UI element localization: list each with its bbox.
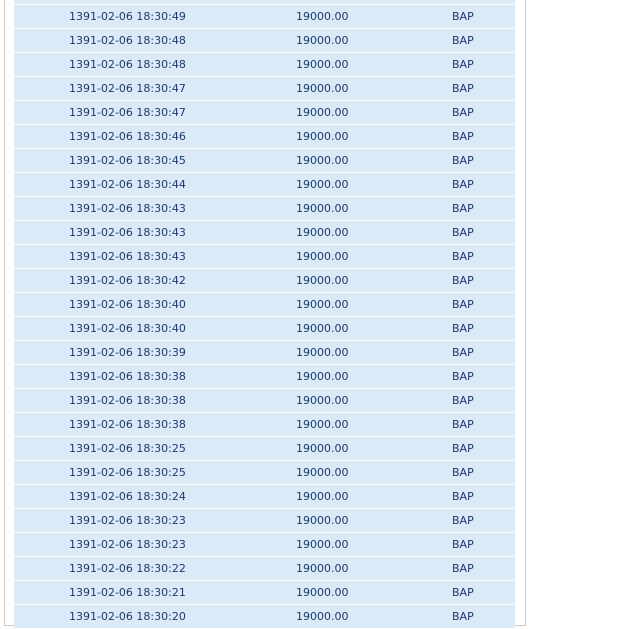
time-cell: 1391-02-06 18:30:23	[69, 514, 186, 527]
amount-cell: 19000.00	[296, 490, 349, 503]
table-row[interactable]	[14, 485, 515, 508]
table-row[interactable]	[14, 173, 515, 196]
time-cell: 1391-02-06 18:30:20	[69, 610, 186, 623]
time-cell: 1391-02-06 18:30:49	[69, 10, 186, 23]
code-cell: BAP	[452, 394, 474, 407]
amount-cell	[296, 0, 349, 4]
amount-cell: 19000.00	[296, 394, 349, 407]
amount-cell: 19000.00	[296, 322, 349, 335]
code-cell: BAP	[452, 514, 474, 527]
code-cell: BAP	[452, 418, 474, 431]
code-cell: BAP	[452, 58, 474, 71]
table-row[interactable]	[14, 197, 515, 220]
time-cell: 1391-02-06 18:30:25	[69, 466, 186, 479]
time-cell: 1391-02-06 18:30:24	[69, 490, 186, 503]
amount-cell: 19000.00	[296, 538, 349, 551]
time-cell: 1391-02-06 18:30:39	[69, 346, 186, 359]
table-row[interactable]	[14, 245, 515, 268]
amount-cell: 19000.00	[296, 466, 349, 479]
amount-cell: 19000.00	[296, 442, 349, 455]
code-cell: BAP	[452, 250, 474, 263]
table-row[interactable]	[14, 269, 515, 292]
table-row[interactable]	[14, 125, 515, 148]
code-cell: BAP	[452, 562, 474, 575]
code-cell: BAP	[452, 154, 474, 167]
code-cell: BAP	[452, 346, 474, 359]
time-cell: 1391-02-06 18:30:48	[69, 58, 186, 71]
code-cell: BAP	[452, 274, 474, 287]
table-row[interactable]	[14, 365, 515, 388]
time-cell: 1391-02-06 18:30:45	[69, 154, 186, 167]
time-cell: 1391-02-06 18:30:46	[69, 130, 186, 143]
amount-cell: 19000.00	[296, 178, 349, 191]
table-row[interactable]	[14, 533, 515, 556]
amount-cell: 19000.00	[296, 226, 349, 239]
code-cell: BAP	[452, 178, 474, 191]
time-cell: 1391-02-06 18:30:40	[69, 298, 186, 311]
time-cell: 1391-02-06 18:30:44	[69, 178, 186, 191]
table-row[interactable]	[14, 29, 515, 52]
code-cell: BAP	[452, 202, 474, 215]
amount-cell: 19000.00	[296, 514, 349, 527]
table-row[interactable]	[14, 581, 515, 604]
time-cell: 1391-02-06 18:30:23	[69, 538, 186, 551]
amount-cell: 19000.00	[296, 274, 349, 287]
time-cell: 1391-02-06 18:30:43	[69, 250, 186, 263]
amount-cell: 19000.00	[296, 562, 349, 575]
code-cell: BAP	[452, 34, 474, 47]
code-cell: BAP	[452, 610, 474, 623]
amount-cell: 19000.00	[296, 10, 349, 23]
time-cell: 1391-02-06 18:30:22	[69, 562, 186, 575]
code-cell: BAP	[452, 130, 474, 143]
amount-cell: 19000.00	[296, 58, 349, 71]
amount-cell: 19000.00	[296, 202, 349, 215]
table-row[interactable]	[14, 0, 515, 4]
code-cell: BAP	[452, 82, 474, 95]
time-cell: 1391-02-06 18:30:43	[69, 202, 186, 215]
amount-cell: 19000.00	[296, 298, 349, 311]
table-row[interactable]	[14, 557, 515, 580]
time-cell: 1391-02-06 18:30:43	[69, 226, 186, 239]
time-cell: 1391-02-06 18:30:25	[69, 442, 186, 455]
amount-cell: 19000.00	[296, 610, 349, 623]
amount-cell: 19000.00	[296, 82, 349, 95]
time-cell	[69, 0, 186, 4]
amount-cell: 19000.00	[296, 250, 349, 263]
table-row[interactable]	[14, 461, 515, 484]
code-cell: BAP	[452, 466, 474, 479]
table-row[interactable]	[14, 77, 515, 100]
amount-cell: 19000.00	[296, 586, 349, 599]
time-cell: 1391-02-06 18:30:21	[69, 586, 186, 599]
table-row[interactable]	[14, 221, 515, 244]
table-row[interactable]	[14, 293, 515, 316]
table-row[interactable]	[14, 605, 515, 628]
code-cell: BAP	[452, 322, 474, 335]
time-cell: 1391-02-06 18:30:47	[69, 82, 186, 95]
table-row[interactable]	[14, 437, 515, 460]
time-cell: 1391-02-06 18:30:38	[69, 394, 186, 407]
amount-cell: 19000.00	[296, 370, 349, 383]
time-cell: 1391-02-06 18:30:48	[69, 34, 186, 47]
table-row[interactable]	[14, 53, 515, 76]
table-row[interactable]	[14, 5, 515, 28]
table-row[interactable]	[14, 413, 515, 436]
table-row[interactable]	[14, 509, 515, 532]
amount-cell: 19000.00	[296, 418, 349, 431]
amount-cell: 19000.00	[296, 346, 349, 359]
table-row[interactable]	[14, 101, 515, 124]
code-cell: BAP	[452, 442, 474, 455]
table-row[interactable]	[14, 317, 515, 340]
code-cell: BAP	[452, 490, 474, 503]
amount-cell: 19000.00	[296, 130, 349, 143]
transactions-table	[14, 0, 515, 629]
code-cell: BAP	[452, 586, 474, 599]
amount-cell: 19000.00	[296, 106, 349, 119]
code-cell: BAP	[452, 538, 474, 551]
code-cell: BAP	[452, 226, 474, 239]
code-cell	[452, 0, 474, 4]
code-cell: BAP	[452, 106, 474, 119]
time-cell: 1391-02-06 18:30:38	[69, 418, 186, 431]
time-cell: 1391-02-06 18:30:47	[69, 106, 186, 119]
amount-cell: 19000.00	[296, 34, 349, 47]
table-row[interactable]	[14, 149, 515, 172]
time-cell: 1391-02-06 18:30:42	[69, 274, 186, 287]
amount-cell: 19000.00	[296, 154, 349, 167]
code-cell: BAP	[452, 10, 474, 23]
time-cell: 1391-02-06 18:30:40	[69, 322, 186, 335]
code-cell: BAP	[452, 298, 474, 311]
table-row[interactable]	[14, 341, 515, 364]
table-row[interactable]	[14, 389, 515, 412]
time-cell: 1391-02-06 18:30:38	[69, 370, 186, 383]
code-cell: BAP	[452, 370, 474, 383]
